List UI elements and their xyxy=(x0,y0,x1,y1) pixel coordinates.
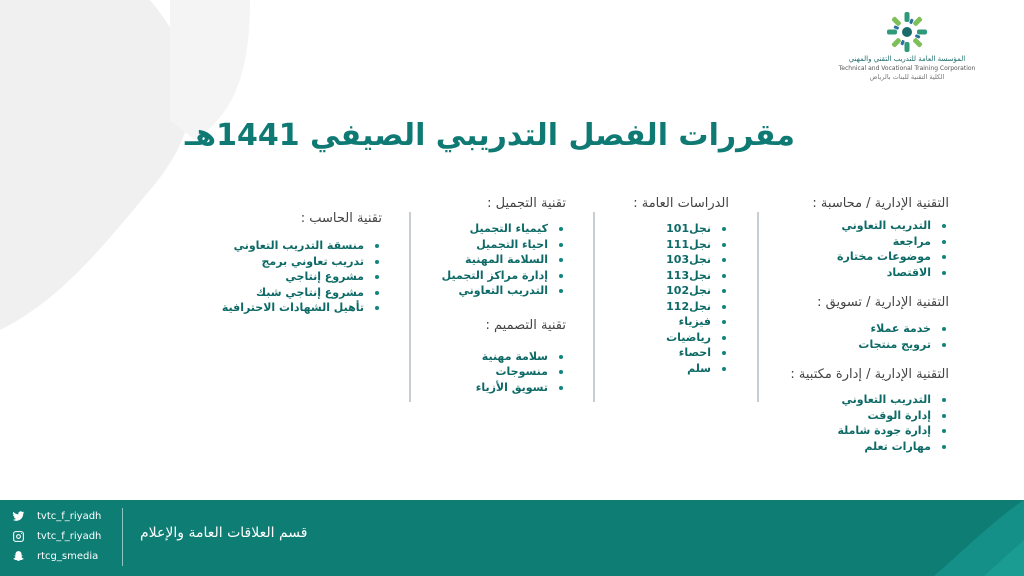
logo-org-arabic: المؤسسة العامة للتدريب التقني والمهني xyxy=(848,55,966,63)
list-item: موضوعات مختارة xyxy=(749,249,949,265)
list-item: السلامة المهنية xyxy=(416,252,566,268)
section-heading-accounting: التقنية الإدارية / محاسبة : xyxy=(812,196,949,211)
snapchat-icon xyxy=(12,550,25,563)
snapchat-handle: rtcg_smedia xyxy=(37,551,99,562)
page-title: مقررات الفصل التدريبي الصيفي 1441هـ xyxy=(185,118,795,153)
column-divider xyxy=(757,212,759,402)
list-marketing xyxy=(749,321,949,352)
list-item: إدارة مراكز التجميل xyxy=(416,268,566,284)
list-item: منسقة التدريب التعاوني xyxy=(212,238,382,254)
list-item: نجل101 xyxy=(609,221,729,237)
list-item: نجل111 xyxy=(609,237,729,253)
organization-logo xyxy=(812,10,1002,82)
footer-decoration xyxy=(824,500,1024,576)
section-heading-design: تقنية التصميم : xyxy=(485,317,566,333)
list-item: مشروع إنتاجي xyxy=(212,269,382,285)
department-name: قسم العلاقات العامة والإعلام xyxy=(140,525,308,541)
twitter-icon xyxy=(12,510,25,523)
list-item: كيمياء التجميل xyxy=(416,221,566,237)
list-item: التدريب التعاوني xyxy=(416,283,566,299)
list-item: نجل113 xyxy=(609,268,729,284)
column-divider xyxy=(593,212,595,402)
list-general-studies xyxy=(609,221,729,376)
list-item: مشروع إنتاجي شبك xyxy=(212,285,382,301)
list-beauty xyxy=(416,221,566,299)
list-item: فيزياء xyxy=(609,314,729,330)
column-computer xyxy=(212,210,382,316)
twitter-handle: tvtc_f_riyadh xyxy=(37,511,102,522)
list-item: تدريب تعاوني برمج xyxy=(212,254,382,270)
footer-bar xyxy=(0,500,1024,576)
footer-divider xyxy=(122,508,123,566)
list-item: الاقتصاد xyxy=(749,265,949,281)
list-item: خدمة عملاء xyxy=(749,321,949,337)
list-item: نجل102 xyxy=(609,283,729,299)
instagram-icon xyxy=(12,530,25,543)
instagram-link[interactable] xyxy=(12,530,101,543)
list-item: نجل112 xyxy=(609,299,729,315)
list-accounting xyxy=(749,218,949,280)
list-item: مهارات تعلم xyxy=(749,439,949,455)
section-heading-office-management: التقنية الإدارية / إدارة مكتبية : xyxy=(790,367,949,382)
list-item: منسوجات xyxy=(416,364,566,380)
list-item: رياضيات xyxy=(609,330,729,346)
column-administrative xyxy=(749,195,949,454)
list-item: تسويق الأزياء xyxy=(416,380,566,396)
list-item: ترويج منتجات xyxy=(749,337,949,353)
tvtc-star-logo-icon xyxy=(885,10,929,54)
section-heading-beauty: تقنية التجميل : xyxy=(487,196,566,211)
list-office-management xyxy=(749,392,949,454)
list-design xyxy=(416,349,566,396)
logo-org-english: Technical and Vocational Training Corporation xyxy=(838,65,976,72)
list-item: تأهيل الشهادات الاحترافية xyxy=(212,300,382,316)
list-item: إدارة الوقت xyxy=(749,408,949,424)
section-heading-general-studies: الدراسات العامة : xyxy=(633,196,729,211)
list-item: التدريب التعاوني xyxy=(749,392,949,408)
column-beauty-design xyxy=(416,195,566,395)
list-item: احياء التجميل xyxy=(416,237,566,253)
column-general-studies xyxy=(609,195,729,376)
instagram-handle: tvtc_f_riyadh xyxy=(37,531,102,542)
section-heading-marketing: التقنية الإدارية / تسويق : xyxy=(817,295,949,310)
list-item: مراجعة xyxy=(749,234,949,250)
list-item: احصاء xyxy=(609,345,729,361)
twitter-link[interactable] xyxy=(12,510,101,523)
list-computer xyxy=(212,238,382,316)
section-heading-computer: تقنية الحاسب : xyxy=(300,211,382,226)
column-divider xyxy=(409,212,411,402)
list-item: إدارة جودة شاملة xyxy=(749,423,949,439)
list-item: سلم xyxy=(609,361,729,377)
logo-college-name: الكلية التقنية للبنات بالرياض xyxy=(869,73,945,81)
list-item: التدريب التعاوني xyxy=(749,218,949,234)
list-item: نجل103 xyxy=(609,252,729,268)
list-item: سلامة مهنية xyxy=(416,349,566,365)
snapchat-link[interactable] xyxy=(12,550,98,563)
